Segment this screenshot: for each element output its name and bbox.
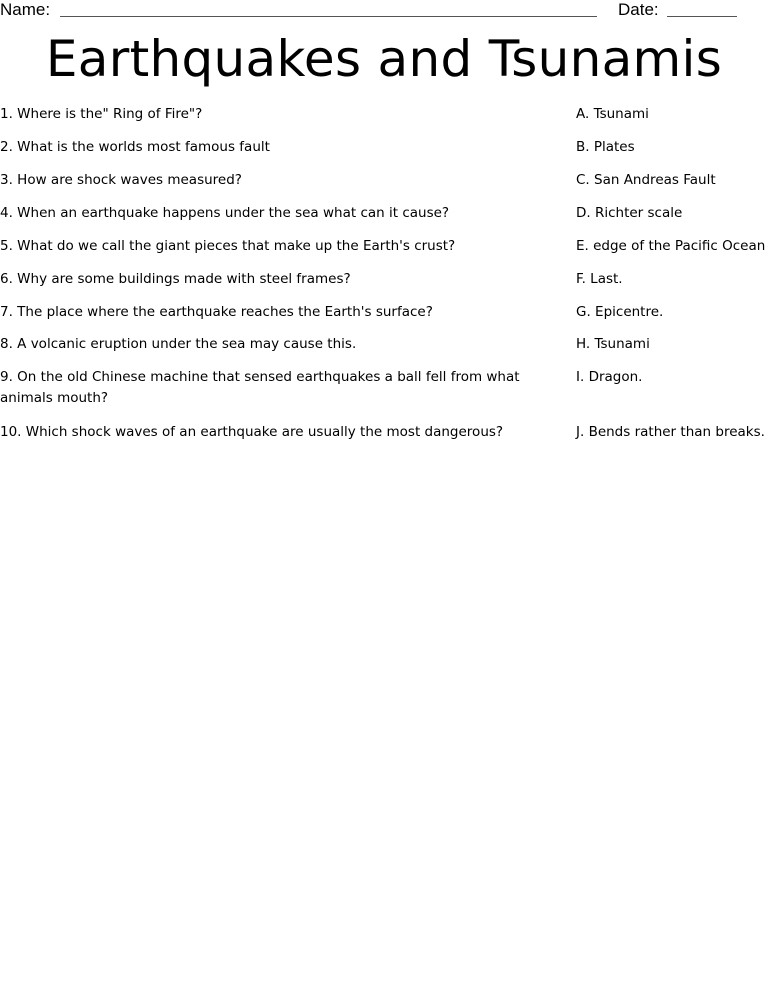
answer-h: H. Tsunami <box>576 336 650 352</box>
name-field[interactable] <box>60 16 597 17</box>
question-1: 1. Where is the" Ring of Fire"? <box>0 106 203 122</box>
question-5: 5. What do we call the giant pieces that make up the Earth's crust? <box>0 238 456 254</box>
worksheet-header <box>0 0 768 22</box>
page-title: Earthquakes and Tsunamis <box>45 30 723 88</box>
question-2: 2. What is the worlds most famous fault <box>0 139 270 155</box>
date-field[interactable] <box>667 16 737 17</box>
answer-c: C. San Andreas Fault <box>576 172 716 188</box>
answer-g: G. Epicentre. <box>576 304 664 320</box>
answer-j: J. Bends rather than breaks. <box>576 424 765 440</box>
question-6: 6. Why are some buildings made with steel frames? <box>0 271 351 287</box>
answer-a: A. Tsunami <box>576 106 649 122</box>
name-label: Name: <box>0 0 51 19</box>
question-4: 4. When an earthquake happens under the sea what can it cause? <box>0 205 450 221</box>
question-3: 3. How are shock waves measured? <box>0 172 242 188</box>
question-7: 7. The place where the earthquake reaches the Earth's surface? <box>0 304 433 320</box>
question-10: 10. Which shock waves of an earthquake are usually the most dangerous? <box>0 424 504 440</box>
question-9: 9. On the old Chinese machine that sensed earthquakes a ball fell from what animals mouth? <box>0 369 520 406</box>
answer-f: F. Last. <box>576 271 623 287</box>
date-label: Date: <box>618 0 659 19</box>
question-8: 8. A volcanic eruption under the sea may cause this. <box>0 336 357 352</box>
answer-b: B. Plates <box>576 139 635 155</box>
answer-d: D. Richter scale <box>576 205 683 221</box>
answer-e: E. edge of the Pacific Ocean <box>576 238 766 254</box>
answer-i: I. Dragon. <box>576 369 643 385</box>
